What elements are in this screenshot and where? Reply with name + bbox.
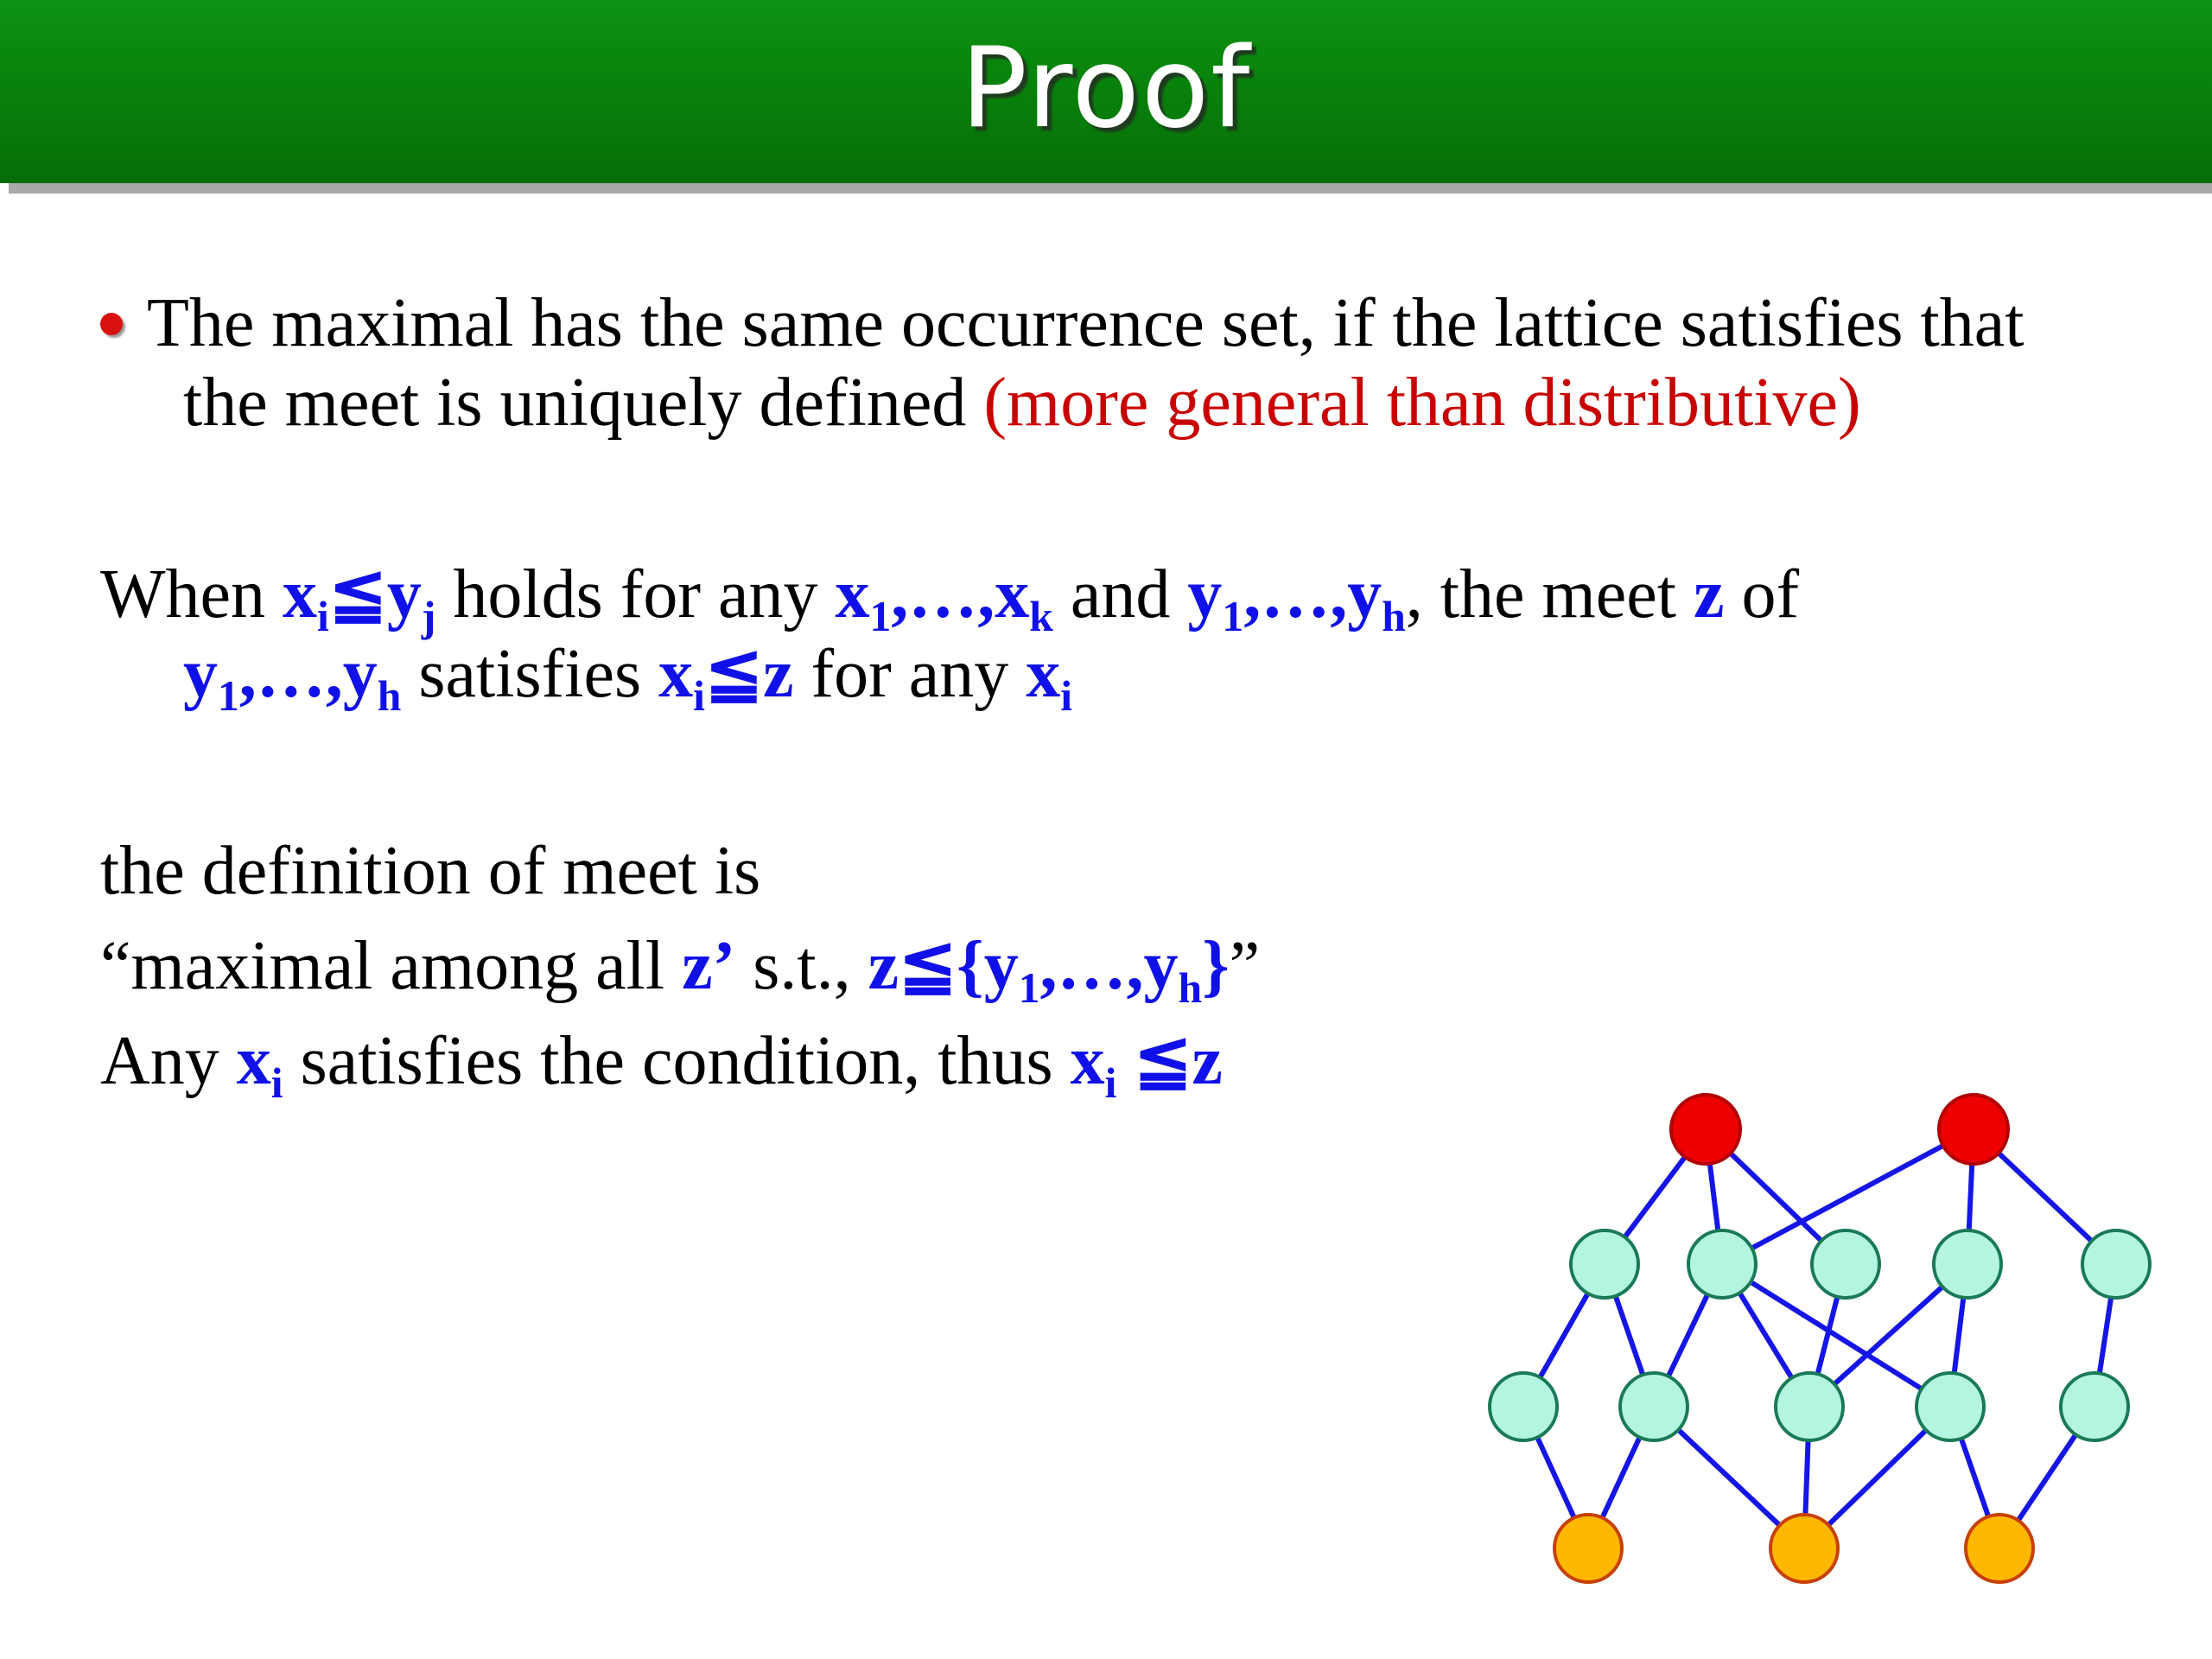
definition-line-1: the definition of meet is xyxy=(100,833,761,909)
math-text-fragment: s.t., xyxy=(735,928,868,1004)
title-bar-shadow xyxy=(9,183,2212,194)
math-text-fragment: z’ xyxy=(682,928,736,1004)
lattice-node-bottom xyxy=(1966,1515,2033,1582)
math-expression xyxy=(868,928,1230,1012)
math-text-fragment: ,…,y xyxy=(1039,928,1179,1004)
math-text-fragment: of xyxy=(1724,556,1800,632)
bullet-line-1: The maximal has the same occurrence set, if the lattice satisfies that xyxy=(147,285,2024,361)
math-expression xyxy=(1026,636,1073,720)
math-text-fragment: h xyxy=(377,671,402,720)
math-text-fragment: x xyxy=(1070,1023,1105,1099)
math-text-fragment: ,…,x xyxy=(891,556,1030,632)
math-text-fragment: , the meet xyxy=(1405,556,1694,632)
math-text-fragment: x xyxy=(835,556,870,632)
math-text-fragment: x xyxy=(236,1023,271,1099)
lattice-node xyxy=(1688,1230,1756,1298)
lattice-node xyxy=(1571,1230,1638,1298)
math-text-fragment: } xyxy=(1202,928,1230,1004)
math-text-fragment: z≦{y xyxy=(868,928,1019,1004)
bullet-line-2-text: the meet is uniquely defined xyxy=(183,365,984,441)
math-text-fragment: ≦z xyxy=(1116,1023,1223,1099)
math-text-fragment: k xyxy=(1029,592,1053,640)
math-text-fragment: x xyxy=(283,556,318,632)
bullet-line-2-note: (more general than distributive) xyxy=(983,365,1861,441)
lattice-node xyxy=(1812,1230,1879,1298)
math-text-fragment: h xyxy=(1382,592,1406,640)
math-text-fragment: holds for any xyxy=(435,556,836,632)
math-text-fragment: y xyxy=(386,556,422,632)
math-text-fragment: y xyxy=(183,636,218,712)
bullet-line-2 xyxy=(183,363,1861,442)
math-text-fragment: ” xyxy=(1229,928,1261,1004)
math-text-fragment: 1 xyxy=(1018,963,1040,1012)
lattice-edges xyxy=(1523,1129,2116,1548)
lattice-node xyxy=(1934,1230,2001,1298)
math-text-fragment: i xyxy=(270,1058,283,1107)
math-text-fragment: for any xyxy=(793,636,1027,712)
math-expression xyxy=(283,556,436,640)
math-text-fragment: 1 xyxy=(218,671,239,720)
math-text-fragment: When xyxy=(100,556,283,632)
definition-line-2 xyxy=(100,926,1261,1012)
math-text-fragment: ≦z xyxy=(704,636,794,712)
conclusion-line xyxy=(100,1021,1223,1107)
math-expression xyxy=(183,636,402,720)
lattice-group xyxy=(1490,1095,2150,1582)
lattice-diagram xyxy=(1469,1071,2177,1607)
lattice-node-bottom xyxy=(1554,1515,1622,1582)
lattice-node xyxy=(2061,1373,2128,1440)
math-text-fragment: z xyxy=(1694,556,1725,632)
math-text-fragment: “maximal among all xyxy=(100,928,683,1004)
math-text-fragment: ,…,y xyxy=(238,636,378,712)
math-text-fragment: i xyxy=(693,671,705,720)
math-text-fragment: 1 xyxy=(1222,592,1244,640)
math-expression xyxy=(236,1023,283,1107)
claim-line-2 xyxy=(183,634,1073,720)
lattice-node xyxy=(2082,1230,2150,1298)
lattice-node xyxy=(1776,1373,1843,1440)
math-text-fragment: x xyxy=(658,636,694,712)
math-text-fragment: satisfies xyxy=(401,636,659,712)
math-expression xyxy=(835,556,1053,640)
math-expression xyxy=(1070,1023,1223,1107)
math-text-fragment: ≦ xyxy=(328,556,387,632)
math-text-fragment: i xyxy=(1060,671,1073,720)
lattice-node-top xyxy=(1939,1095,2008,1164)
math-text-fragment: h xyxy=(1178,963,1203,1012)
lattice-node xyxy=(1620,1373,1688,1440)
math-text-fragment: ,…,y xyxy=(1243,556,1382,632)
math-text-fragment: satisfies the condition, thus xyxy=(283,1023,1071,1099)
math-text-fragment: y xyxy=(1187,556,1223,632)
lattice-node-top xyxy=(1671,1095,1740,1164)
math-text-fragment: 1 xyxy=(869,592,892,640)
math-text-fragment: i xyxy=(1104,1058,1117,1107)
math-text-fragment: j xyxy=(421,592,436,640)
lattice-node-bottom xyxy=(1770,1515,1838,1582)
slide-title: Proof xyxy=(960,24,1252,153)
math-text-fragment: x xyxy=(1026,636,1061,712)
math-text-fragment: i xyxy=(317,592,329,640)
math-expression xyxy=(1187,556,1406,640)
lattice-node xyxy=(1916,1373,1984,1440)
math-expression xyxy=(658,636,794,720)
lattice-node xyxy=(1490,1373,1557,1440)
math-text-fragment: and xyxy=(1052,556,1188,632)
bullet-dot-icon xyxy=(100,313,123,335)
claim-line-1 xyxy=(100,555,1800,640)
math-text-fragment: Any xyxy=(100,1023,237,1099)
